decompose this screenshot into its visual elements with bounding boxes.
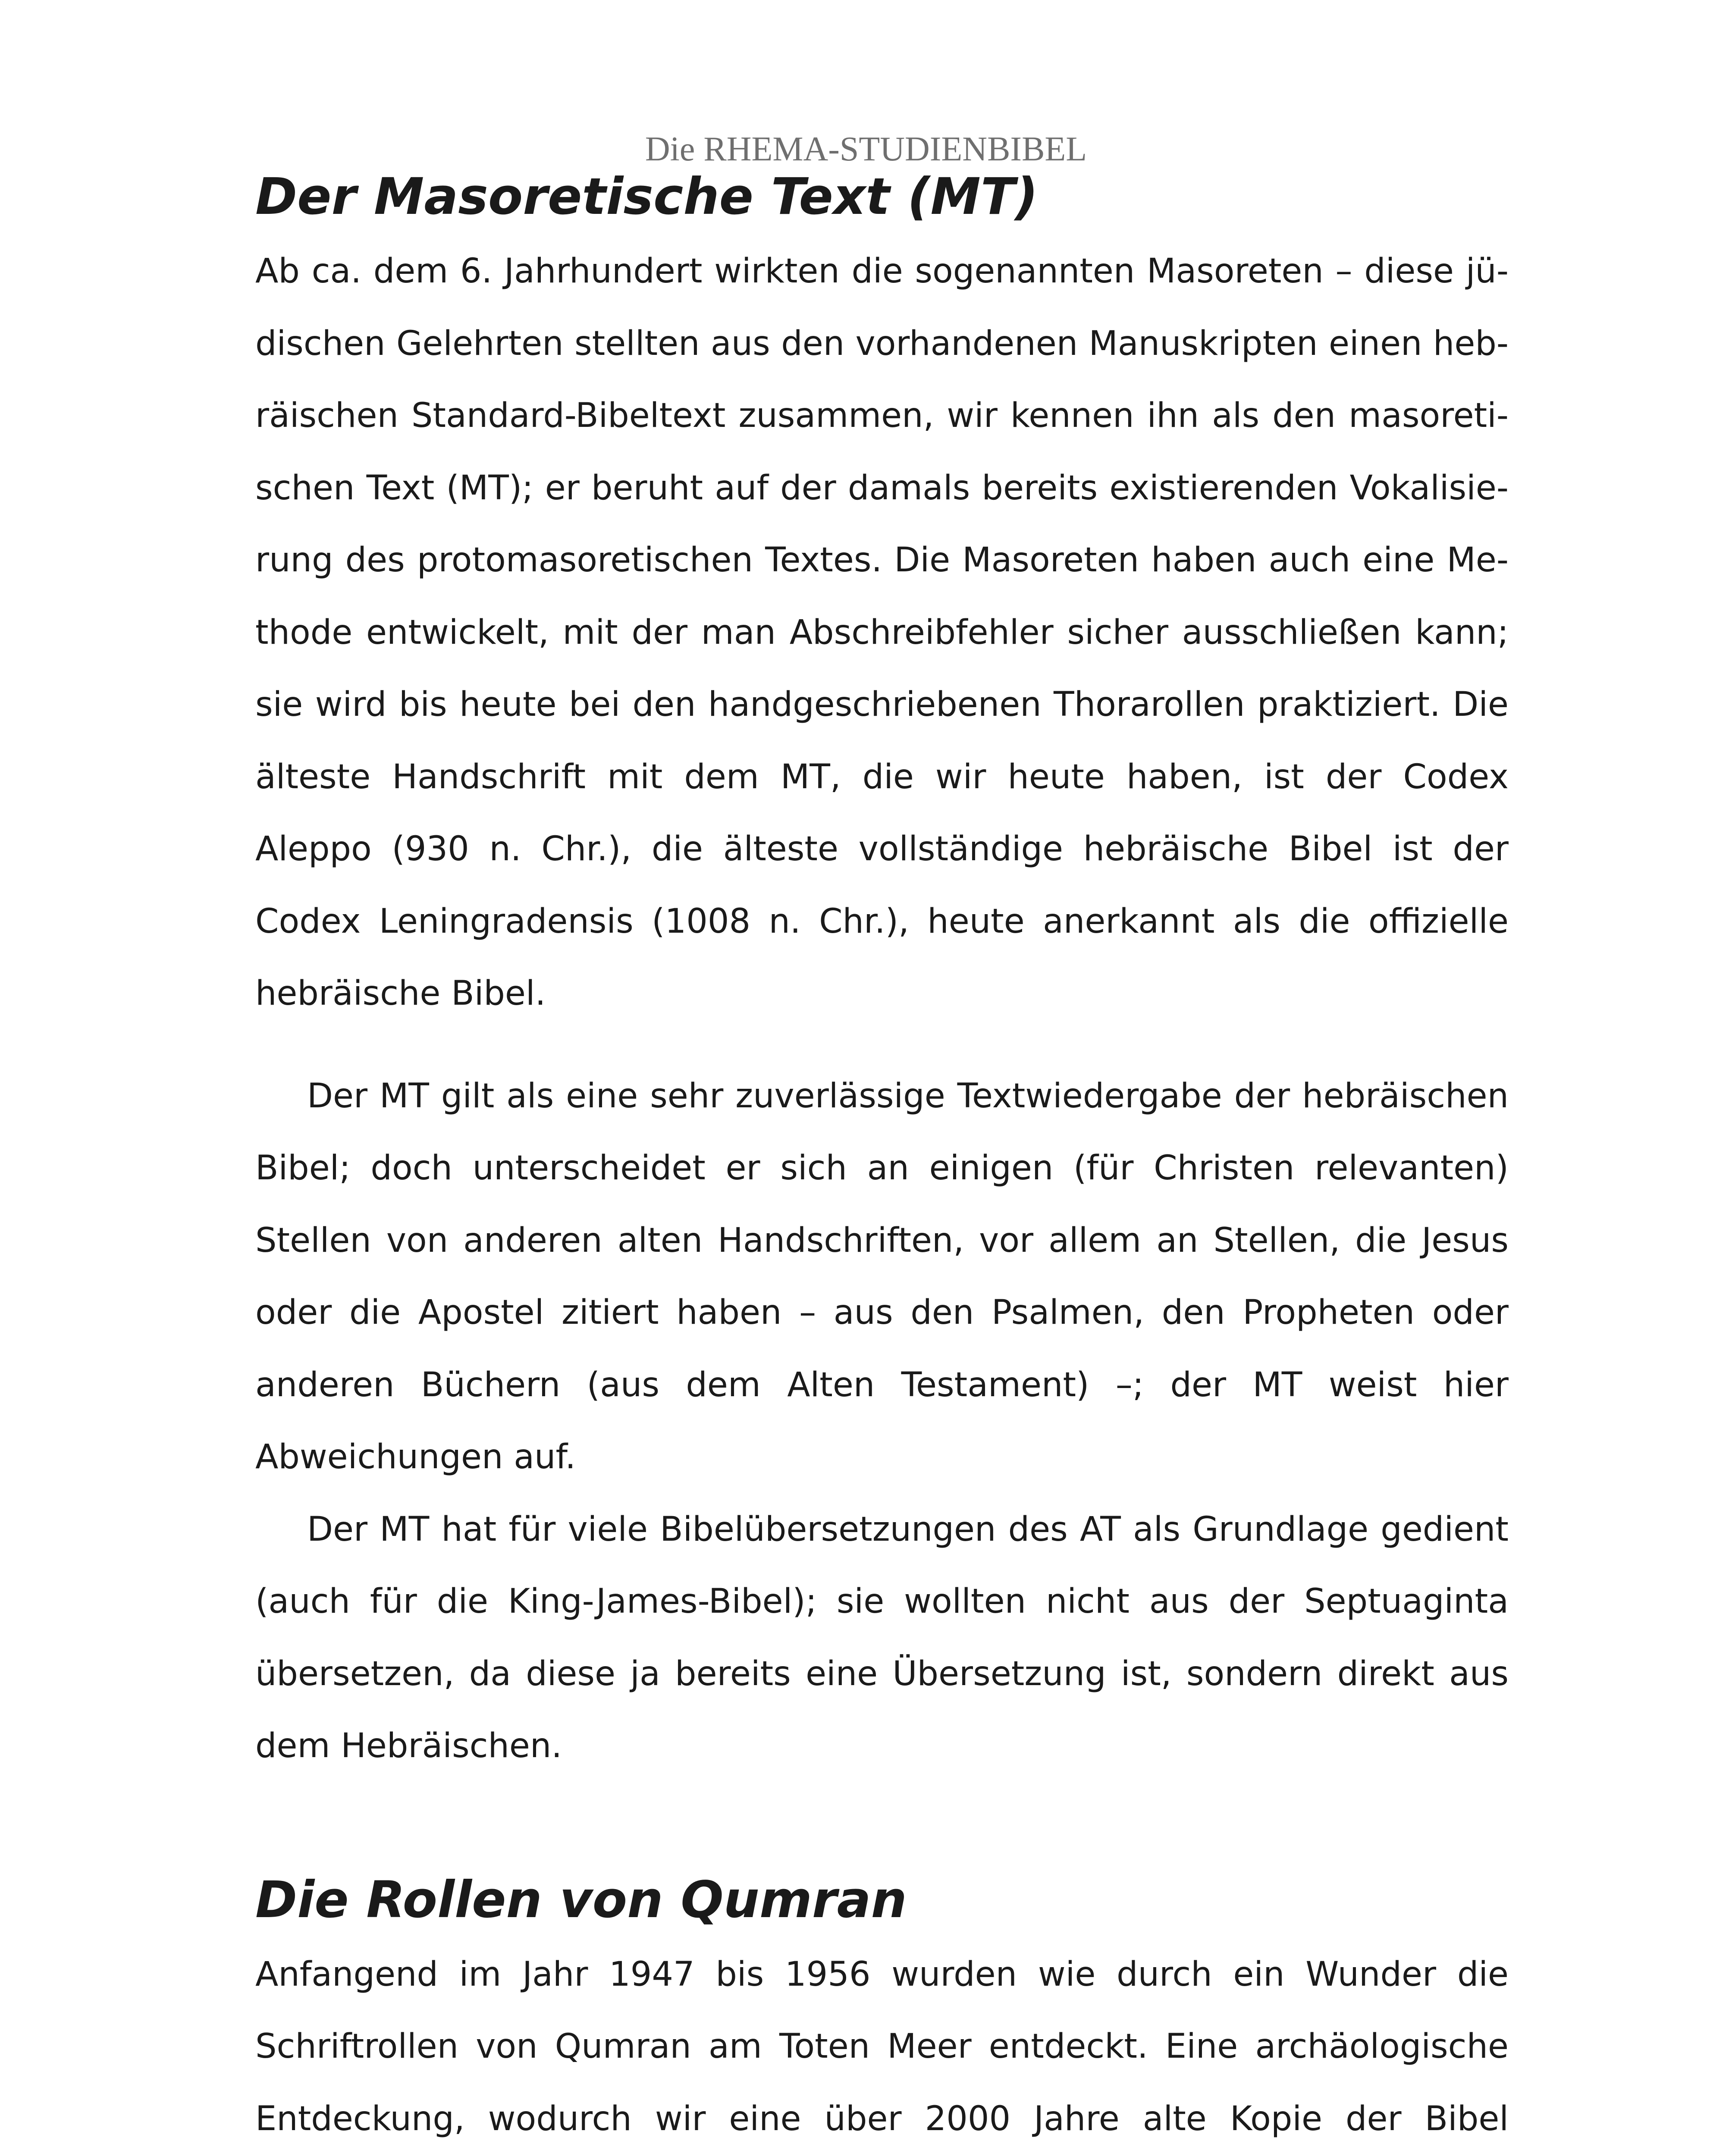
paragraph: Ab ca. dem 6. Jahrhundert wirkten die sogenannten Masoreten – diese jüdischen Gelehrten stellten aus den vorhandenen Manuskripten einen hebräischen Standard-Bibeltext zusammen, wir kennen ihn als den masoretischen Text (MT); er beruht auf der damals bereits existierenden Vokalisierung des protomasoretischen Textes. Die Masoreten haben auch eine Methode entwickelt, mit der man Abschreibfehler sicher ausschließen kann; sie wird bis heute bei den handgeschriebenen Thorarollen praktiziert. Die älteste Handschrift mit dem MT, die wir heute haben, ist der Codex Aleppo (930 n. Chr.), die älteste vollständige hebräische Bibel ist der Codex Leningradensis (1008 n. Chr.), heute anerkannt als die offizielle hebräische Bibel.: [255, 252, 1509, 1013]
paragraph: Der MT gilt als eine sehr zuverlässige Textwiedergabe der hebräischen Bibel; doch unterscheidet er sich an einigen (für Christen relevanten) Stellen von anderen alten Handschriften, vor allem an Stellen, die Jesus oder die Apostel zitiert haben – aus den Psalmen, den Propheten oder anderen Büchern (aus dem Alten Testament) –; der MT weist hier Abweichungen auf.: [255, 1076, 1509, 1476]
paragraph: Anfangend im Jahr 1947 bis 1956 wurden wie durch ein Wunder die Schriftrollen von Qumran am Toten Meer entdeckt. Eine archäologische Entdeckung, wodurch wir eine über 2000 Jahre alte Kopie der Bibel: [255, 1955, 1509, 2138]
page-body: [255, 167, 1509, 2156]
running-header: Die RHEMA-STUDIENBIBEL: [645, 130, 1087, 168]
paragraph: Der MT hat für viele Bibelübersetzungen des AT als Grundlage gedient (auch für die King-James-Bibel); sie wollten nicht aus der Septuaginta übersetzen, da diese ja bereits eine Übersetzung ist, sondern direkt aus dem Hebräischen.: [255, 1510, 1509, 1765]
section-heading-masoretic-text: Der Masoretische Text (MT): [255, 167, 1039, 226]
section-heading-qumran: Die Rollen von Qumran: [255, 1870, 907, 1929]
